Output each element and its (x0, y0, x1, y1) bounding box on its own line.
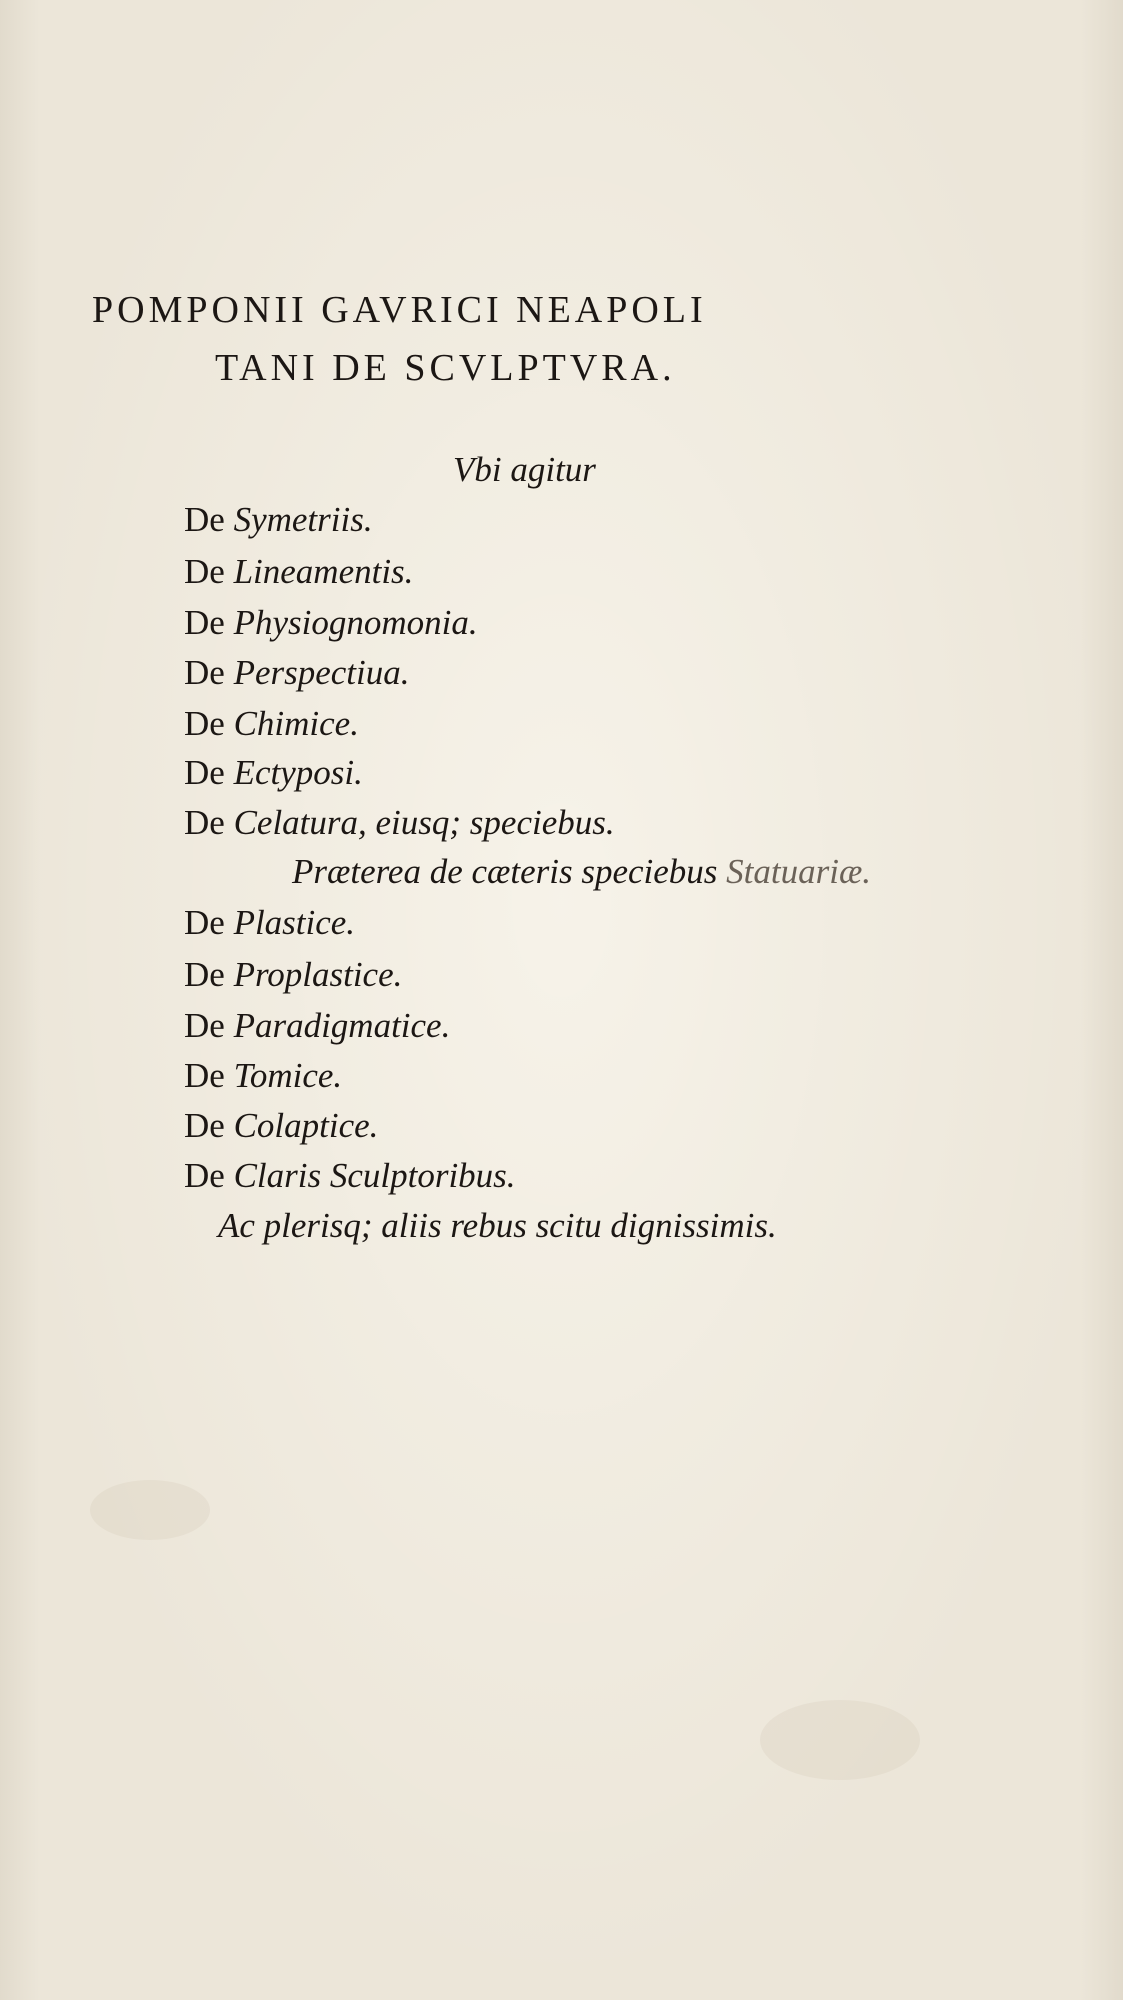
contents-prefix: De (184, 753, 225, 792)
contents-item (184, 704, 359, 744)
paper-stain (90, 1480, 210, 1540)
contents-text: Ectyposi. (233, 753, 363, 792)
contents-text: Physiognomonia. (233, 603, 478, 642)
contents-item (184, 1056, 342, 1096)
contents-prefix: De (184, 500, 225, 539)
contents-item (184, 803, 615, 843)
contents-prefix: De (184, 1156, 225, 1195)
contents-prefix: De (184, 1056, 225, 1095)
contents-text: Proplastice. (233, 955, 403, 994)
contents-prefix: De (184, 603, 225, 642)
contents-text: Claris Sculptoribus. (233, 1156, 516, 1195)
contents-item (184, 903, 355, 943)
contents-text: Tomice. (233, 1056, 343, 1095)
praeterea-text: Præterea de cæteris speciebus (292, 852, 718, 891)
contents-item (184, 753, 363, 793)
title-line-2: TANI DE SCVLPTVRA. (215, 347, 676, 389)
contents-prefix: De (184, 1106, 225, 1145)
contents-item (184, 500, 373, 540)
closing-line: Ac plerisq; aliis rebus scitu dignissimis. (218, 1206, 777, 1245)
title-line-1: POMPONII GAVRICI NEAPOLI (92, 289, 707, 331)
praeterea-faint-text: Statuariæ. (726, 852, 872, 891)
contents-text: Chimice. (233, 704, 359, 743)
contents-prefix: De (184, 1006, 225, 1045)
contents-item (184, 1106, 378, 1146)
contents-item (184, 955, 402, 995)
contents-prefix: De (184, 552, 225, 591)
contents-item (184, 653, 410, 693)
contents-item (184, 1006, 450, 1046)
contents-text: Lineamentis. (233, 552, 414, 591)
contents-prefix: De (184, 903, 225, 942)
contents-text: Colaptice. (233, 1106, 379, 1145)
praeterea-line (292, 852, 871, 892)
contents-text: Plastice. (233, 903, 356, 942)
contents-text: Perspectiua. (233, 653, 410, 692)
contents-text: Paradigmatice. (233, 1006, 451, 1045)
subheading: Vbi agitur (453, 450, 596, 489)
contents-text: Symetriis. (233, 500, 373, 539)
contents-prefix: De (184, 653, 225, 692)
contents-item (184, 552, 413, 592)
contents-text: Celatura, eiusq; speciebus. (233, 803, 615, 842)
contents-prefix: De (184, 955, 225, 994)
contents-item (184, 1156, 516, 1196)
contents-item (184, 603, 478, 643)
contents-prefix: De (184, 803, 225, 842)
contents-prefix: De (184, 704, 225, 743)
paper-stain (760, 1700, 920, 1780)
